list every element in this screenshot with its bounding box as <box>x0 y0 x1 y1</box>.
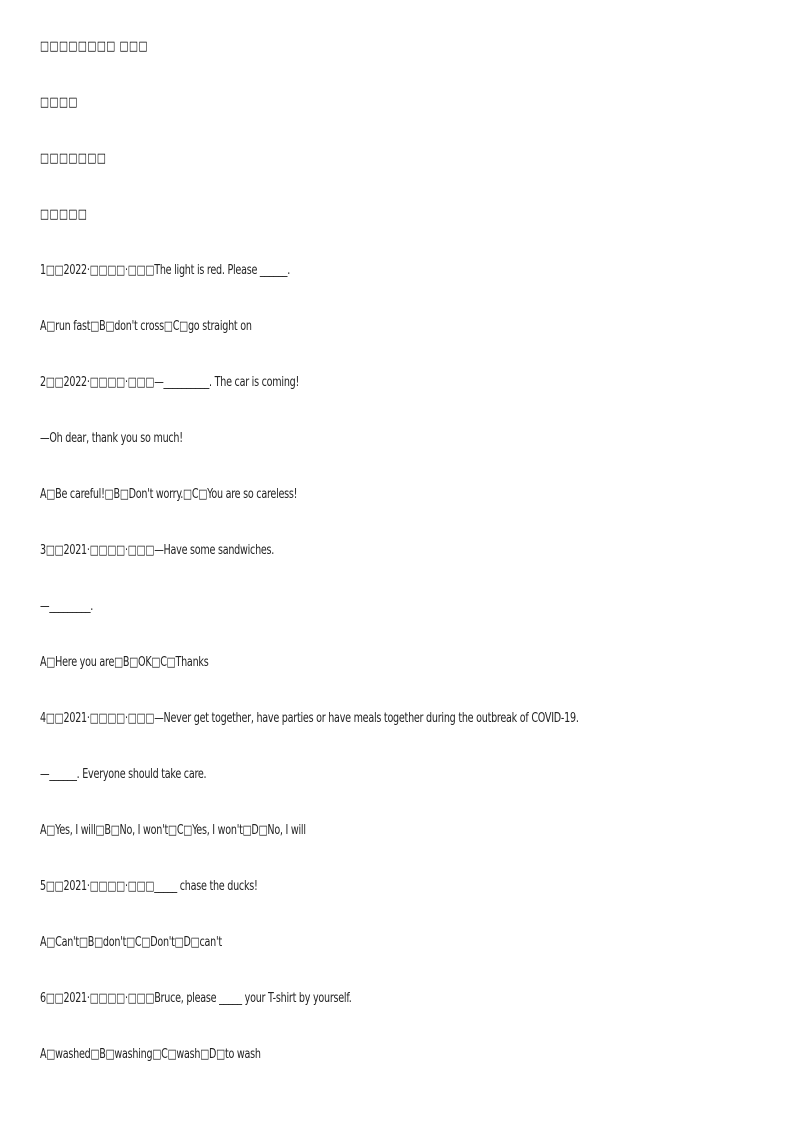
question-2-reply: —Oh dear, thank you so much! <box>40 431 183 446</box>
question-1-stem: 1□□2022·□□□□·□□□The light is red. Please ______. <box>40 263 291 278</box>
subsection-heading: □□□□□□□ <box>40 151 107 166</box>
question-3-options: A□Here you are□B□OK□C□Thanks <box>40 655 209 670</box>
question-1-options: A□run fast□B□don't cross□C□go straight on <box>40 319 252 334</box>
part-heading: □□□□□ <box>40 207 88 222</box>
question-4-reply: —______. Everyone should take care. <box>40 767 207 782</box>
question-3-reply: —_________. <box>40 599 94 614</box>
doc-title: □□□□□□□□ □□□ <box>40 39 148 54</box>
question-4-options: A□Yes, I will□B□No, I won't□C□Yes, I won't□D□No, I will <box>40 823 306 838</box>
question-4-stem: 4□□2021·□□□□·□□□—Never get together, have parties or have meals together during the outbreak of COVID-19. <box>40 711 579 726</box>
question-5-options: A□Can't□B□don't□C□Don't□D□can't <box>40 935 222 950</box>
question-6-options: A□washed□B□washing□C□wash□D□to wash <box>40 1047 261 1062</box>
question-2-stem: 2□□2022·□□□□·□□□—__________. The car is coming! <box>40 375 300 390</box>
question-5-stem: 5□□2021·□□□□·□□□_____ chase the ducks! <box>40 879 258 894</box>
question-6-stem: 6□□2021·□□□□·□□□Bruce, please _____ your T-shirt by yourself. <box>40 991 352 1006</box>
section-heading: □□□□ <box>40 95 78 110</box>
question-2-options: A□Be careful!□B□Don't worry.□C□You are so careless! <box>40 487 298 502</box>
question-3-stem: 3□□2021·□□□□·□□□—Have some sandwiches. <box>40 543 275 558</box>
